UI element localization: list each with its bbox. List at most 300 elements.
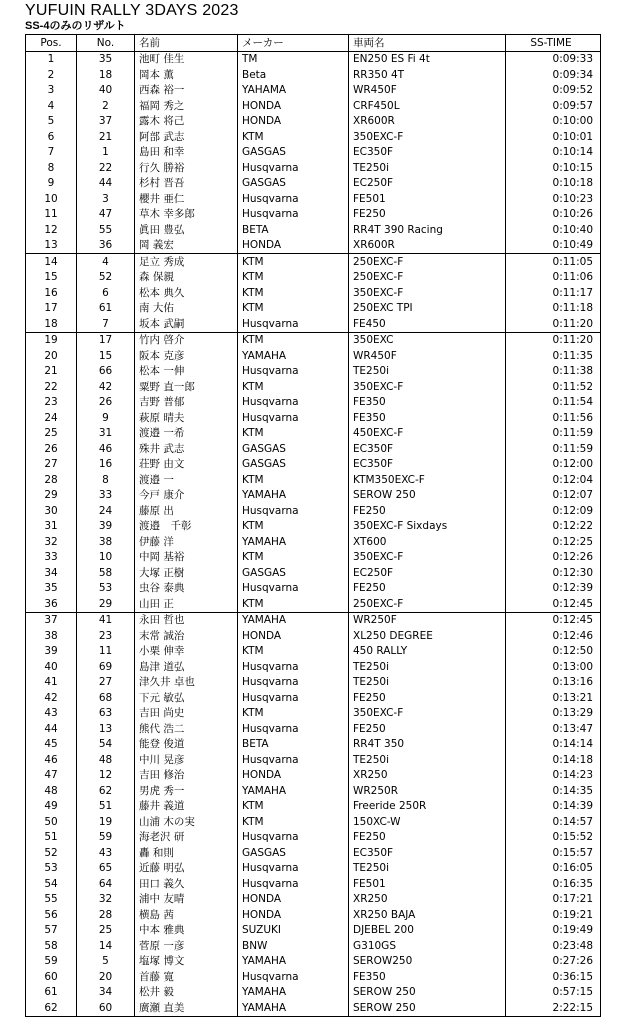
cell-maker: KTM	[238, 472, 349, 488]
cell-ss-time: 0:14:39	[552, 800, 593, 813]
cell-name: 荘野 由文	[135, 457, 238, 473]
cell-pos: 10	[26, 191, 77, 207]
cell-no: 63	[77, 706, 135, 722]
cell-pos: 29	[26, 488, 77, 504]
cell-pos: 27	[26, 457, 77, 473]
cell-model: CRF450L	[349, 98, 506, 114]
cell-ss-time: 0:10:18	[552, 177, 593, 190]
cell-ss-time: 0:13:47	[552, 722, 593, 735]
cell-model: WR250F	[349, 612, 506, 628]
cell-pos: 36	[26, 596, 77, 612]
cell-ss-time: 0:09:57	[552, 99, 593, 112]
cell-name: 池町 佳生	[135, 51, 238, 67]
cell-ss-time: 0:11:59	[552, 442, 593, 455]
cell-pos: 58	[26, 938, 77, 954]
cell-pos: 11	[26, 207, 77, 223]
cell-ss-time: 0:14:35	[552, 784, 593, 797]
cell-pos: 15	[26, 270, 77, 286]
cell-model: 450EXC-F	[349, 426, 506, 442]
cell-pos: 59	[26, 954, 77, 970]
cell-model: FE450	[349, 316, 506, 332]
cell-pos: 1	[26, 51, 77, 67]
cell-pos: 7	[26, 145, 77, 161]
cell-no: 3	[77, 191, 135, 207]
table-row	[26, 410, 601, 426]
table-row	[26, 114, 601, 130]
cell-model: SEROW250	[349, 954, 506, 970]
cell-model: 350EXC-F	[349, 129, 506, 145]
cell-maker: Husqvarna	[238, 659, 349, 675]
cell-pos: 33	[26, 550, 77, 566]
cell-name: 中本 雅典	[135, 923, 238, 939]
cell-no: 14	[77, 938, 135, 954]
cell-model: DJEBEL 200	[349, 923, 506, 939]
cell-no: 54	[77, 737, 135, 753]
table-row	[26, 129, 601, 145]
cell-model: 250EXC-F	[349, 254, 506, 270]
cell-name: 萩原 晴夫	[135, 410, 238, 426]
cell-pos: 19	[26, 332, 77, 348]
cell-name: 首藤 寛	[135, 969, 238, 985]
cell-pos: 17	[26, 301, 77, 317]
cell-pos: 55	[26, 892, 77, 908]
cell-maker: Husqvarna	[238, 690, 349, 706]
cell-maker: KTM	[238, 706, 349, 722]
cell-maker: HONDA	[238, 907, 349, 923]
cell-maker: Husqvarna	[238, 721, 349, 737]
cell-name: 山浦 木の実	[135, 814, 238, 830]
table-row	[26, 845, 601, 861]
cell-name: 草木 幸多郎	[135, 207, 238, 223]
cell-model: TE250i	[349, 861, 506, 877]
cell-ss-time: 0:12:09	[552, 504, 593, 517]
cell-model: XR600R	[349, 238, 506, 254]
cell-model: 350EXC-F	[349, 285, 506, 301]
cell-ss-time: 0:16:05	[552, 862, 593, 875]
cell-ss-time: 0:12:30	[552, 566, 593, 579]
cell-model: 350EXC-F	[349, 706, 506, 722]
cell-no: 13	[77, 721, 135, 737]
table-row	[26, 441, 601, 457]
cell-maker: KTM	[238, 301, 349, 317]
cell-name: 下元 敏弘	[135, 690, 238, 706]
cell-maker: YAMAHA	[238, 612, 349, 628]
cell-model: 350EXC	[349, 332, 506, 348]
cell-name: 粟野 直一郎	[135, 379, 238, 395]
cell-no: 42	[77, 379, 135, 395]
cell-ss-time: 0:23:48	[552, 939, 593, 952]
cell-ss-time: 0:11:52	[552, 380, 593, 393]
cell-pos: 62	[26, 1000, 77, 1016]
table-row	[26, 892, 601, 908]
table-row	[26, 160, 601, 176]
table-row	[26, 426, 601, 442]
cell-ss-time: 0:13:21	[552, 691, 593, 704]
cell-maker: Husqvarna	[238, 581, 349, 597]
cell-ss-time: 0:10:00	[552, 115, 593, 128]
cell-no: 10	[77, 550, 135, 566]
cell-name: 松本 一伸	[135, 364, 238, 380]
cell-pos: 16	[26, 285, 77, 301]
cell-ss-time: 0:17:21	[552, 893, 593, 906]
cell-maker: Husqvarna	[238, 503, 349, 519]
cell-maker: YAHAMA	[238, 83, 349, 99]
table-row	[26, 659, 601, 675]
cell-ss-time: 0:12:39	[552, 582, 593, 595]
col-header-no: No.	[77, 35, 135, 52]
cell-pos: 6	[26, 129, 77, 145]
cell-pos: 26	[26, 441, 77, 457]
cell-model: EC350F	[349, 457, 506, 473]
cell-no: 52	[77, 270, 135, 286]
cell-model: Freeride 250R	[349, 799, 506, 815]
col-header-ss-time: SS-TIME	[506, 35, 601, 52]
cell-no: 27	[77, 675, 135, 691]
cell-maker: KTM	[238, 426, 349, 442]
cell-name: 熊代 浩二	[135, 721, 238, 737]
cell-name: 男虎 秀一	[135, 783, 238, 799]
cell-name: 阿部 武志	[135, 129, 238, 145]
cell-name: 吉野 普郁	[135, 395, 238, 411]
cell-no: 25	[77, 923, 135, 939]
cell-pos: 46	[26, 752, 77, 768]
cell-model: FE350	[349, 410, 506, 426]
table-row	[26, 752, 601, 768]
cell-name: 眞田 豊弘	[135, 222, 238, 238]
cell-pos: 9	[26, 176, 77, 192]
cell-name: 津久井 卓也	[135, 675, 238, 691]
cell-ss-time: 0:11:17	[552, 286, 593, 299]
cell-ss-time: 0:12:22	[552, 520, 593, 533]
cell-ss-time: 0:12:25	[552, 535, 593, 548]
table-row	[26, 861, 601, 877]
cell-no: 53	[77, 581, 135, 597]
table-row	[26, 644, 601, 660]
cell-maker: Husqvarna	[238, 876, 349, 892]
table-row	[26, 1000, 601, 1016]
cell-ss-time: 0:19:21	[552, 908, 593, 921]
cell-ss-time: 0:57:15	[552, 986, 593, 999]
table-row	[26, 67, 601, 83]
cell-pos: 18	[26, 316, 77, 332]
cell-pos: 48	[26, 783, 77, 799]
cell-ss-time: 0:19:49	[552, 924, 593, 937]
cell-maker: HONDA	[238, 114, 349, 130]
cell-pos: 42	[26, 690, 77, 706]
cell-name: 山田 正	[135, 596, 238, 612]
cell-maker: TM	[238, 51, 349, 67]
cell-model: 250EXC-F	[349, 270, 506, 286]
cell-maker: HONDA	[238, 238, 349, 254]
cell-no: 43	[77, 845, 135, 861]
table-row	[26, 285, 601, 301]
cell-model: TE250i	[349, 675, 506, 691]
cell-model: 150XC-W	[349, 814, 506, 830]
table-row	[26, 472, 601, 488]
cell-maker: GASGAS	[238, 441, 349, 457]
table-row	[26, 364, 601, 380]
cell-maker: Husqvarna	[238, 191, 349, 207]
cell-name: 坂本 武嗣	[135, 316, 238, 332]
cell-maker: YAMAHA	[238, 783, 349, 799]
cell-name: 足立 秀成	[135, 254, 238, 270]
table-row	[26, 596, 601, 612]
cell-pos: 39	[26, 644, 77, 660]
table-row	[26, 222, 601, 238]
cell-ss-time: 0:09:34	[552, 68, 593, 81]
cell-ss-time: 0:14:57	[552, 815, 593, 828]
cell-ss-time: 0:12:26	[552, 551, 593, 564]
cell-maker: KTM	[238, 814, 349, 830]
cell-no: 66	[77, 364, 135, 380]
cell-pos: 34	[26, 565, 77, 581]
cell-no: 33	[77, 488, 135, 504]
cell-ss-time: 0:09:52	[552, 84, 593, 97]
cell-model: XR600R	[349, 114, 506, 130]
cell-no: 7	[77, 316, 135, 332]
cell-no: 21	[77, 129, 135, 145]
cell-model: FE250	[349, 503, 506, 519]
cell-ss-time: 0:14:23	[552, 769, 593, 782]
cell-no: 41	[77, 612, 135, 628]
cell-ss-time: 0:12:00	[552, 458, 593, 471]
cell-maker: YAMAHA	[238, 488, 349, 504]
cell-model: EC350F	[349, 145, 506, 161]
cell-model: FE501	[349, 876, 506, 892]
table-row	[26, 534, 601, 550]
table-row	[26, 316, 601, 332]
cell-model: WR450F	[349, 83, 506, 99]
cell-name: 殊井 武志	[135, 441, 238, 457]
cell-ss-time: 0:15:57	[552, 846, 593, 859]
cell-ss-time: 0:36:15	[552, 970, 593, 983]
cell-pos: 49	[26, 799, 77, 815]
cell-no: 22	[77, 160, 135, 176]
cell-model: XR250	[349, 892, 506, 908]
cell-maker: KTM	[238, 332, 349, 348]
cell-no: 62	[77, 783, 135, 799]
cell-maker: HONDA	[238, 768, 349, 784]
cell-model: EC250F	[349, 176, 506, 192]
cell-name: 大塚 正樹	[135, 565, 238, 581]
cell-pos: 35	[26, 581, 77, 597]
cell-maker: Husqvarna	[238, 207, 349, 223]
cell-maker: HONDA	[238, 892, 349, 908]
cell-ss-time: 0:10:23	[552, 192, 593, 205]
cell-no: 69	[77, 659, 135, 675]
cell-model: WR450F	[349, 348, 506, 364]
cell-pos: 22	[26, 379, 77, 395]
cell-name: 竹内 啓介	[135, 332, 238, 348]
cell-name: 中岡 基裕	[135, 550, 238, 566]
table-row	[26, 379, 601, 395]
results-table-header	[26, 35, 601, 52]
table-row	[26, 721, 601, 737]
table-row	[26, 799, 601, 815]
cell-name: 浦中 友晴	[135, 892, 238, 908]
cell-ss-time: 0:10:15	[552, 161, 593, 174]
cell-model: EN250 ES Fi 4t	[349, 51, 506, 67]
cell-model: EC350F	[349, 845, 506, 861]
cell-no: 11	[77, 644, 135, 660]
table-row	[26, 969, 601, 985]
cell-model: FE501	[349, 191, 506, 207]
table-row	[26, 923, 601, 939]
cell-name: 森 保親	[135, 270, 238, 286]
cell-model: G310GS	[349, 938, 506, 954]
cell-pos: 4	[26, 98, 77, 114]
cell-model: FE250	[349, 830, 506, 846]
cell-model: SEROW 250	[349, 488, 506, 504]
cell-name: 藤井 義道	[135, 799, 238, 815]
cell-maker: Husqvarna	[238, 364, 349, 380]
cell-maker: Husqvarna	[238, 316, 349, 332]
table-row	[26, 768, 601, 784]
table-row	[26, 550, 601, 566]
cell-pos: 56	[26, 907, 77, 923]
cell-pos: 45	[26, 737, 77, 753]
cell-no: 60	[77, 1000, 135, 1016]
cell-maker: GASGAS	[238, 176, 349, 192]
cell-model: RR4T 350	[349, 737, 506, 753]
cell-model: RR350 4T	[349, 67, 506, 83]
cell-no: 8	[77, 472, 135, 488]
cell-maker: KTM	[238, 254, 349, 270]
cell-no: 1	[77, 145, 135, 161]
cell-model: TE250i	[349, 364, 506, 380]
cell-name: 轟 和則	[135, 845, 238, 861]
cell-name: 菅原 一彦	[135, 938, 238, 954]
table-row	[26, 581, 601, 597]
cell-model: WR250R	[349, 783, 506, 799]
cell-no: 51	[77, 799, 135, 815]
cell-no: 9	[77, 410, 135, 426]
cell-model: XR250	[349, 768, 506, 784]
table-row	[26, 628, 601, 644]
cell-maker: KTM	[238, 519, 349, 535]
cell-no: 61	[77, 301, 135, 317]
table-row	[26, 51, 601, 67]
cell-pos: 37	[26, 612, 77, 628]
cell-no: 64	[77, 876, 135, 892]
cell-name: 吉田 尚史	[135, 706, 238, 722]
table-row	[26, 985, 601, 1001]
cell-no: 36	[77, 238, 135, 254]
cell-no: 24	[77, 503, 135, 519]
cell-pos: 24	[26, 410, 77, 426]
cell-maker: HONDA	[238, 98, 349, 114]
cell-name: 藤原 出	[135, 503, 238, 519]
cell-ss-time: 0:10:01	[552, 130, 593, 143]
cell-name: 渡邉 一希	[135, 426, 238, 442]
cell-maker: BETA	[238, 222, 349, 238]
cell-pos: 57	[26, 923, 77, 939]
cell-model: 450 RALLY	[349, 644, 506, 660]
cell-name: 能登 俊道	[135, 737, 238, 753]
cell-ss-time: 0:11:06	[552, 271, 593, 284]
table-row	[26, 938, 601, 954]
cell-no: 39	[77, 519, 135, 535]
results-table-body	[26, 51, 601, 1016]
cell-no: 44	[77, 176, 135, 192]
cell-ss-time: 0:11:05	[506, 254, 601, 270]
cell-no: 26	[77, 395, 135, 411]
cell-name: 伊藤 洋	[135, 534, 238, 550]
cell-pos: 21	[26, 364, 77, 380]
table-row	[26, 737, 601, 753]
cell-name: 塩塚 博文	[135, 954, 238, 970]
cell-maker: GASGAS	[238, 457, 349, 473]
col-header-maker: メーカー	[238, 35, 349, 52]
cell-model: FE250	[349, 581, 506, 597]
cell-name: 阪本 克彦	[135, 348, 238, 364]
cell-ss-time: 0:09:33	[552, 53, 593, 66]
cell-maker: YAMAHA	[238, 1000, 349, 1016]
cell-model: FE350	[349, 969, 506, 985]
table-row	[26, 207, 601, 223]
cell-ss-time: 0:13:29	[552, 707, 593, 720]
cell-model: EC250F	[349, 565, 506, 581]
cell-ss-time: 0:12:04	[552, 473, 593, 486]
cell-pos: 25	[26, 426, 77, 442]
cell-pos: 30	[26, 503, 77, 519]
cell-pos: 52	[26, 845, 77, 861]
cell-ss-time: 0:12:46	[552, 629, 593, 642]
cell-ss-time: 0:13:16	[552, 676, 593, 689]
cell-no: 19	[77, 814, 135, 830]
cell-maker: Husqvarna	[238, 752, 349, 768]
table-row	[26, 814, 601, 830]
cell-ss-time: 0:14:18	[552, 753, 593, 766]
cell-maker: BNW	[238, 938, 349, 954]
table-row	[26, 519, 601, 535]
table-row	[26, 907, 601, 923]
cell-ss-time: 0:11:20	[552, 317, 593, 330]
cell-no: 55	[77, 222, 135, 238]
cell-maker: GASGAS	[238, 145, 349, 161]
cell-model: XT600	[349, 534, 506, 550]
cell-name: 島津 道弘	[135, 659, 238, 675]
cell-no: 15	[77, 348, 135, 364]
cell-no: 18	[77, 67, 135, 83]
cell-no: 37	[77, 114, 135, 130]
cell-model: FE350	[349, 395, 506, 411]
cell-name: 岡本 薫	[135, 67, 238, 83]
cell-name: 吉田 修治	[135, 768, 238, 784]
cell-model: XR250 BAJA	[349, 907, 506, 923]
cell-ss-time: 0:14:14	[552, 738, 593, 751]
cell-no: 48	[77, 752, 135, 768]
cell-model: KTM350EXC-F	[349, 472, 506, 488]
cell-maker: GASGAS	[238, 845, 349, 861]
cell-no: 5	[77, 954, 135, 970]
cell-name: 田口 義久	[135, 876, 238, 892]
cell-no: 58	[77, 565, 135, 581]
cell-model: XL250 DEGREE	[349, 628, 506, 644]
cell-pos: 23	[26, 395, 77, 411]
cell-name: 西森 裕一	[135, 83, 238, 99]
cell-no: 17	[77, 332, 135, 348]
cell-maker: YAMAHA	[238, 985, 349, 1001]
cell-model: 250EXC-F	[349, 596, 506, 612]
cell-maker: KTM	[238, 550, 349, 566]
table-row	[26, 488, 601, 504]
cell-maker: YAMAHA	[238, 534, 349, 550]
table-row	[26, 830, 601, 846]
cell-name: 福岡 秀之	[135, 98, 238, 114]
cell-name: 杉村 晋吾	[135, 176, 238, 192]
cell-pos: 41	[26, 675, 77, 691]
